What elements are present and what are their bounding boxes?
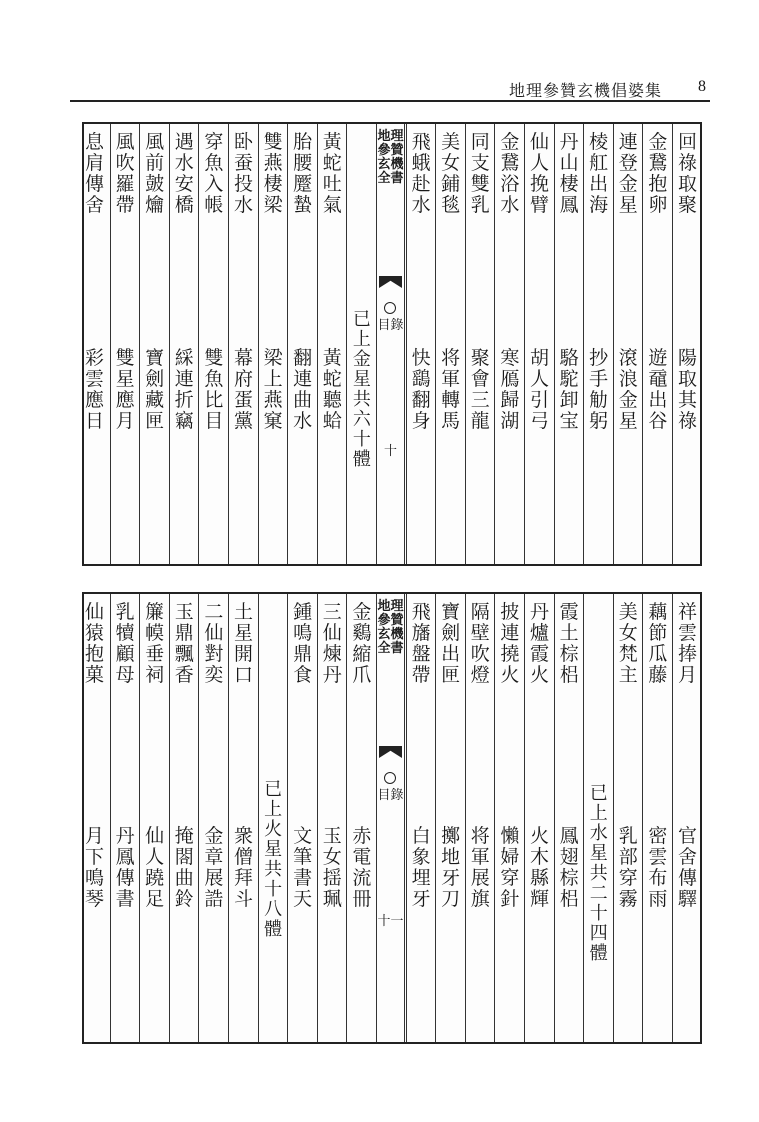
text-column (406, 594, 435, 1042)
text-column (317, 594, 346, 1042)
entry-name: 赤電流冊 (352, 825, 372, 910)
entry-name: 穿魚入帳 (204, 131, 224, 216)
section-summary: 已上金星共六十體 (352, 309, 371, 470)
entry-name: 梁上燕窠 (263, 347, 283, 432)
gutter-folio-number: 十一 (377, 914, 404, 929)
entry-name: 快鷂翻身 (411, 347, 431, 432)
entry-name: 遇水安橋 (174, 131, 194, 216)
text-column (494, 594, 523, 1042)
entry-name: 遊黿出谷 (648, 347, 668, 432)
entry-name: 風前皷爚 (145, 131, 165, 216)
entry-name: 丹山棲鳳 (559, 131, 579, 216)
text-column (465, 594, 494, 1042)
text-column (613, 594, 642, 1042)
section-summary: 已上水星共二十四體 (589, 783, 608, 964)
entry-name: 鍾鳴鼎食 (293, 601, 313, 686)
text-column (554, 594, 583, 1042)
entry-name: 将軍轉馬 (441, 347, 461, 432)
entry-name: 文筆書天 (293, 825, 313, 910)
entry-name: 寶劍藏匣 (145, 347, 165, 432)
fishtail-mark (379, 276, 402, 288)
text-column (465, 124, 494, 564)
entry-name: 衆僧拜斗 (233, 825, 253, 910)
text-column (524, 124, 553, 564)
entry-name: 丹爐霞火 (529, 601, 549, 686)
gutter-book-title: 地理參贊玄機全書 (377, 599, 404, 656)
entry-name: 飛旛盤帶 (411, 601, 431, 686)
entry-name: 同支雙乳 (470, 131, 490, 216)
text-column (672, 594, 701, 1042)
entry-name: 玉鼎飄香 (174, 601, 194, 686)
entry-name: 丹鳳傳書 (115, 825, 135, 910)
text-column (80, 594, 109, 1042)
entry-name: 金章展誥 (204, 825, 224, 910)
fishtail-mark (379, 746, 402, 758)
gutter-folio-number: 十 (383, 444, 397, 459)
gutter-section: 目錄 (377, 318, 404, 333)
entry-name: 金鵞抱卵 (648, 131, 668, 216)
text-column (435, 594, 464, 1042)
entry-name: 息肩傳舍 (84, 131, 104, 216)
entry-name: 鳳翅棕梠 (559, 825, 579, 910)
entry-name: 簾幙垂祠 (145, 601, 165, 686)
entry-name: 二仙對奕 (204, 601, 224, 686)
top-scan-block (82, 122, 702, 566)
text-column (228, 124, 257, 564)
entry-name: 飛蛾赴水 (411, 131, 431, 216)
entry-name: 美女鋪毯 (441, 131, 461, 216)
entry-name: 風吹羅帶 (115, 131, 135, 216)
entry-name: 美女梵主 (618, 601, 638, 686)
entry-name: 仙人蹺足 (145, 825, 165, 910)
entry-name: 将軍展旗 (470, 825, 490, 910)
entry-name: 霞土棕梠 (559, 601, 579, 686)
entry-name: 仙猿抱菓 (84, 601, 104, 686)
entry-name: 雙星應月 (115, 347, 135, 432)
text-column (317, 124, 346, 564)
entry-name: 仙人挽臂 (529, 131, 549, 216)
text-column (198, 124, 227, 564)
entry-name: 抄手觔躬 (589, 347, 609, 432)
text-column (287, 124, 316, 564)
entry-name: 胡人引弓 (529, 347, 549, 432)
gutter-book-title: 地理參贊玄機全書 (377, 129, 404, 186)
entry-name: 黃蛇吐氣 (322, 131, 342, 216)
text-column (642, 124, 671, 564)
entry-name: 土星開口 (233, 601, 253, 686)
text-column (583, 124, 612, 564)
text-column (554, 124, 583, 564)
entry-name: 寒鴈歸湖 (500, 347, 520, 432)
entry-name: 滾浪金星 (618, 347, 638, 432)
text-column (228, 594, 257, 1042)
entry-name: 白象埋牙 (411, 825, 431, 910)
entry-name: 黃蛇聽蛤 (322, 347, 342, 432)
page-gutter (376, 124, 405, 564)
text-column (524, 594, 553, 1042)
entry-name: 駱駝卸宝 (559, 347, 579, 432)
entry-name: 密雲布雨 (648, 825, 668, 910)
entry-name: 幕府蛋黨 (233, 347, 253, 432)
text-column (198, 594, 227, 1042)
text-column (613, 124, 642, 564)
text-column (346, 594, 375, 1042)
entry-name: 彩雲應日 (84, 347, 104, 432)
gutter-section: 目錄 (377, 788, 404, 803)
entry-name: 乳部穿霧 (618, 825, 638, 910)
entry-name: 祥雲捧月 (677, 601, 697, 686)
entry-name: 雙燕棲梁 (263, 131, 283, 216)
text-column (139, 594, 168, 1042)
entry-name: 掩閤曲鈴 (174, 825, 194, 910)
section-summary: 已上火星共十八體 (264, 779, 283, 940)
entry-name: 藕節瓜藤 (648, 601, 668, 686)
text-column (110, 594, 139, 1042)
entry-name: 寶劍出匣 (441, 601, 461, 686)
text-column (642, 594, 671, 1042)
bottom-scan-block (82, 592, 702, 1044)
text-column (80, 124, 109, 564)
header-rule (70, 100, 710, 102)
entry-name: 懶婦穿針 (500, 825, 520, 910)
entry-name: 棱舡出海 (589, 131, 609, 216)
text-column (672, 124, 701, 564)
entry-name: 回祿取聚 (677, 131, 697, 216)
entry-name: 三仙煉丹 (322, 601, 342, 686)
entry-name: 官舍傳驛 (677, 825, 697, 910)
text-column (435, 124, 464, 564)
book-title: 地理參贊玄機倡婆集 (508, 81, 662, 100)
text-column (494, 124, 523, 564)
circle-mark (384, 302, 396, 314)
entry-name: 連登金星 (618, 131, 638, 216)
entry-name: 玉女揺珮 (322, 825, 342, 910)
entry-name: 擲地牙刀 (441, 825, 461, 910)
summary-column (346, 124, 375, 564)
text-column (169, 124, 198, 564)
text-column (287, 594, 316, 1042)
entry-name: 卧蚕投水 (233, 131, 253, 216)
text-column (139, 124, 168, 564)
entry-name: 隔壁吹燈 (470, 601, 490, 686)
entry-name: 火木縣輝 (529, 825, 549, 910)
entry-name: 金鵞浴水 (500, 131, 520, 216)
summary-column (583, 594, 612, 1042)
circle-mark (384, 772, 396, 784)
entry-name: 披連撓火 (500, 601, 520, 686)
page-gutter (376, 594, 405, 1042)
entry-name: 乳犢顧母 (115, 601, 135, 686)
running-header (70, 76, 710, 100)
entry-name: 月下鳴琴 (84, 825, 104, 910)
entry-name: 雙魚比目 (204, 347, 224, 432)
entry-name: 金鷄縮爪 (352, 601, 372, 686)
entry-name: 陽取其祿 (677, 347, 697, 432)
entry-name: 綵連折竊 (174, 347, 194, 432)
text-column (258, 124, 287, 564)
text-column (110, 124, 139, 564)
text-column (406, 124, 435, 564)
entry-name: 聚會三龍 (470, 347, 490, 432)
entry-name: 翻連曲水 (293, 347, 313, 432)
entry-name: 胎腰蹷蟄 (293, 131, 313, 216)
text-column (169, 594, 198, 1042)
page-number: 8 (698, 78, 706, 95)
summary-column (258, 594, 287, 1042)
